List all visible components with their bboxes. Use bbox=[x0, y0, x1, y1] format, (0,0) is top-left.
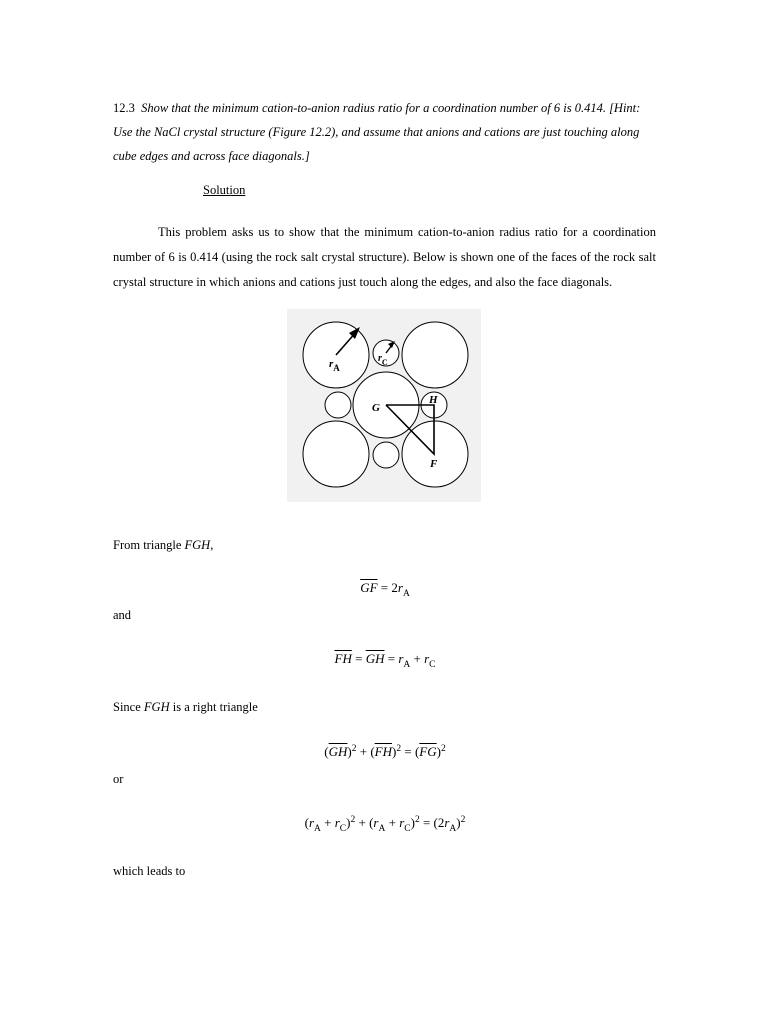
equation-pythagoras: $(\overline{GH})^2 + (\overline{FH})^2 = (\overline{FG})^2$ bbox=[324, 744, 446, 759]
problem-text: Show that the minimum cation-to-anion radius ratio for a coordination number of 6 is 0.414. [Hint: Use the NaCl crystal structure (Figure 12.2), and assume that anions and cations are just touching along cube edges and across face diagonals.] bbox=[113, 101, 641, 163]
label-f: F bbox=[430, 458, 438, 470]
or-line: or bbox=[113, 772, 124, 786]
which-leads-line: which leads to bbox=[113, 864, 186, 878]
label-h: H bbox=[429, 394, 438, 406]
and-line: and bbox=[113, 608, 132, 622]
label-ra: $r_A$ bbox=[329, 358, 340, 373]
anion-bottom-left bbox=[303, 421, 369, 487]
rock-salt-face-figure bbox=[287, 309, 481, 502]
anion-top-right bbox=[402, 322, 468, 388]
label-g: G bbox=[372, 402, 380, 414]
label-rc: $r_C$ bbox=[378, 353, 388, 367]
equation-fh-gh: $\overline{FH} = \overline{GH} = r_A + r_C$ bbox=[334, 651, 436, 670]
cation-bottom bbox=[373, 442, 399, 468]
from-triangle-line: From triangle FGH, bbox=[113, 538, 214, 552]
intro-paragraph: This problem asks us to show that the minimum cation-to-anion radius ratio for a coordination number of 6 is 0.414 (using the rock salt crystal structure). Below is shown one of the faces of the rock salt crystal structure in which anions and cations just touch along the edges, and also the face diagonals. bbox=[113, 225, 656, 289]
equation-gf: $\overline{GF} = 2r_A$ bbox=[360, 580, 410, 599]
cation-left bbox=[325, 392, 351, 418]
equation-radii: $(r_A + r_C)^2 + (r_A + r_C)^2 = (2r_A)^2$ bbox=[304, 815, 466, 834]
problem-number: 12.3 bbox=[113, 101, 135, 115]
solution-heading: Solution bbox=[203, 183, 246, 197]
since-line: Since FGH is a right triangle bbox=[113, 700, 258, 714]
problem-statement bbox=[113, 96, 656, 168]
